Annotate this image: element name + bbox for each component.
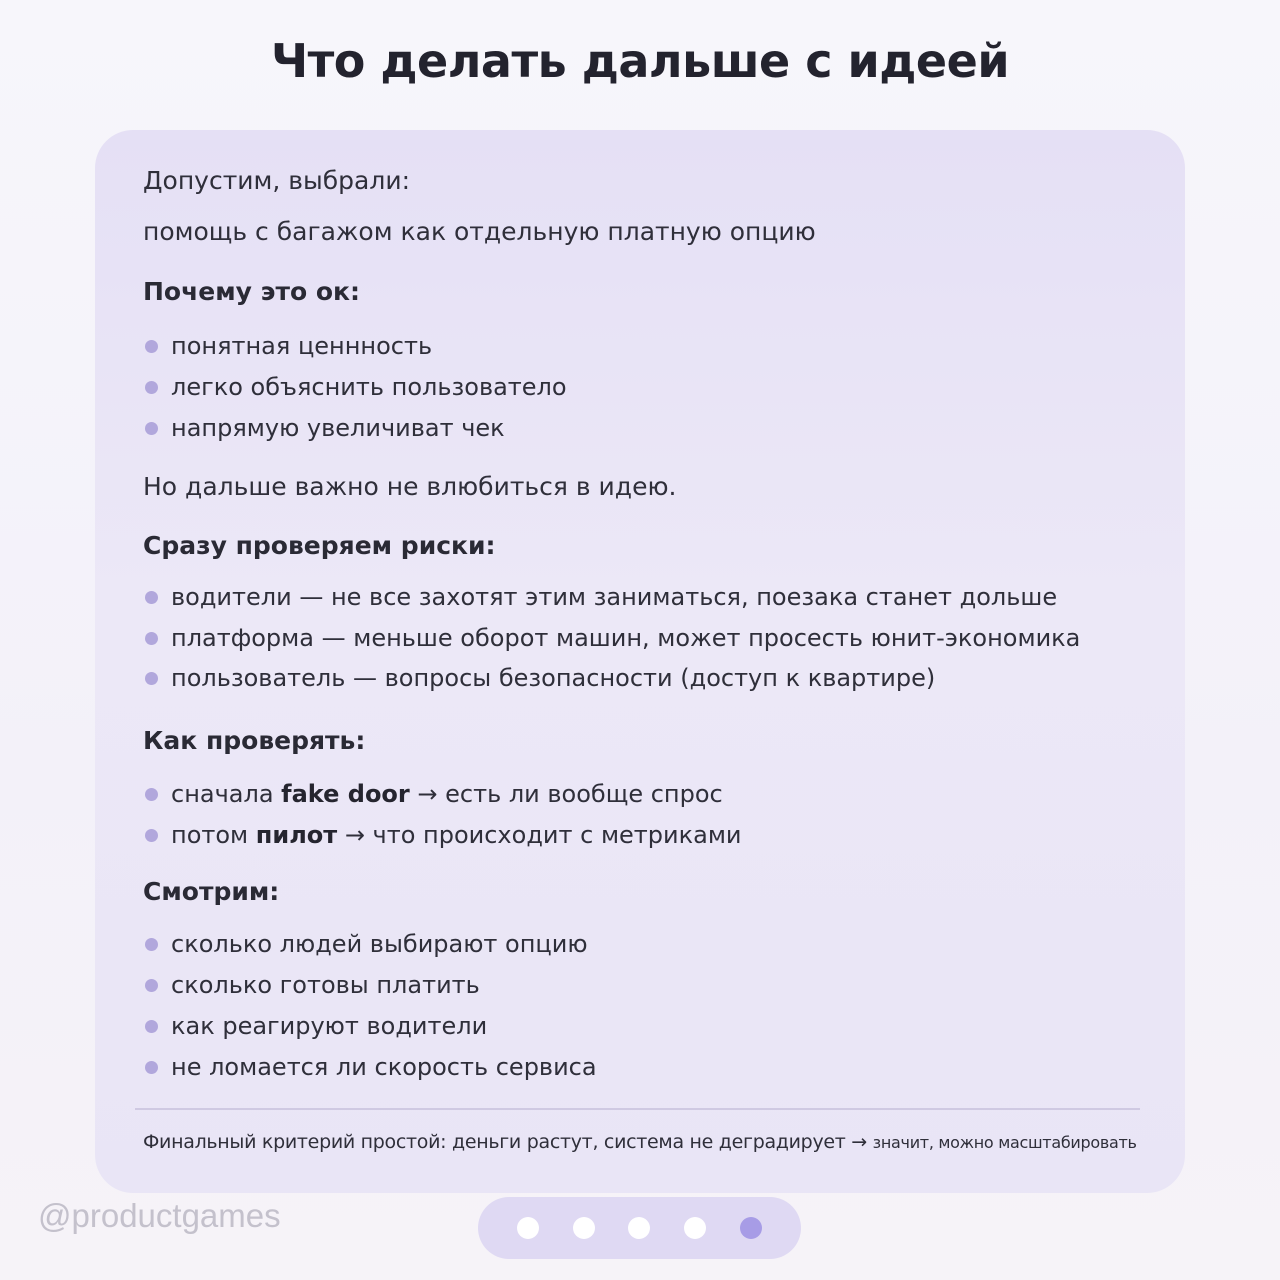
why-ok-heading: Почему это ок: [143,277,360,306]
watch-item: сколько готовы платить [171,971,480,999]
account-handle: @productgames [38,1197,281,1234]
why-ok-item: напрямую увеличиват чек [171,414,505,442]
how-check-item [171,821,742,849]
bullet-icon [145,591,158,604]
final-criterion [143,1131,1137,1153]
pager-dot-2[interactable] [573,1217,595,1239]
final-criterion-tail: значит, можно масштабировать [872,1133,1137,1152]
how-check-heading: Как проверять: [143,726,366,755]
chosen-idea: помощь с багажом как отдельную платную опцию [143,217,816,246]
watch-item: как реагируют водители [171,1012,488,1040]
bullet-icon [145,788,158,801]
watch-item: сколько людей выбирают опцию [171,930,588,958]
bullet-icon [145,1061,158,1074]
how-check-method: пилот [255,821,338,849]
how-check-suffix: → что происходит с метриками [344,821,742,849]
bullet-icon [145,1020,158,1033]
pager-dot-5[interactable] [740,1217,762,1239]
how-check-prefix: сначала [171,780,274,808]
risks-heading: Сразу проверяем риски: [143,531,496,560]
carousel-pager [478,1197,801,1259]
watch-heading: Смотрим: [143,877,280,906]
bullet-icon [145,672,158,685]
how-check-method: fake door [281,780,410,808]
caution-text: Но дальше важно не влюбиться в идею. [143,472,677,501]
how-check-prefix: потом [171,821,249,849]
bullet-icon [145,340,158,353]
how-check-item [171,780,723,808]
risk-item: пользователь — вопросы безопасности (доступ к квартире) [171,664,936,692]
how-check-suffix: → есть ли вообще спрос [417,780,723,808]
risk-item: водители — не все захотят этим заниматься, поезака станет дольше [171,583,1058,611]
watch-item: не ломается ли скорость сервиса [171,1053,597,1081]
intro-label: Допустим, выбрали: [143,166,411,195]
why-ok-item: легко объяснить пользователо [171,373,567,401]
bullet-icon [145,979,158,992]
bullet-icon [145,632,158,645]
bullet-icon [145,938,158,951]
pager-dot-1[interactable] [517,1217,539,1239]
pager-dot-4[interactable] [684,1217,706,1239]
final-criterion-main: Финальный критерий простой: деньги растут, система не деградирует → [143,1131,867,1153]
divider [135,1108,1140,1110]
bullet-icon [145,829,158,842]
risk-item: платформа — меньше оборот машин, может просесть юнит-экономика [171,624,1081,652]
bullet-icon [145,422,158,435]
page-title: Что делать дальше с идеей [270,34,1010,88]
why-ok-item: понятная ценнность [171,332,433,360]
bullet-icon [145,381,158,394]
pager-dot-3[interactable] [628,1217,650,1239]
